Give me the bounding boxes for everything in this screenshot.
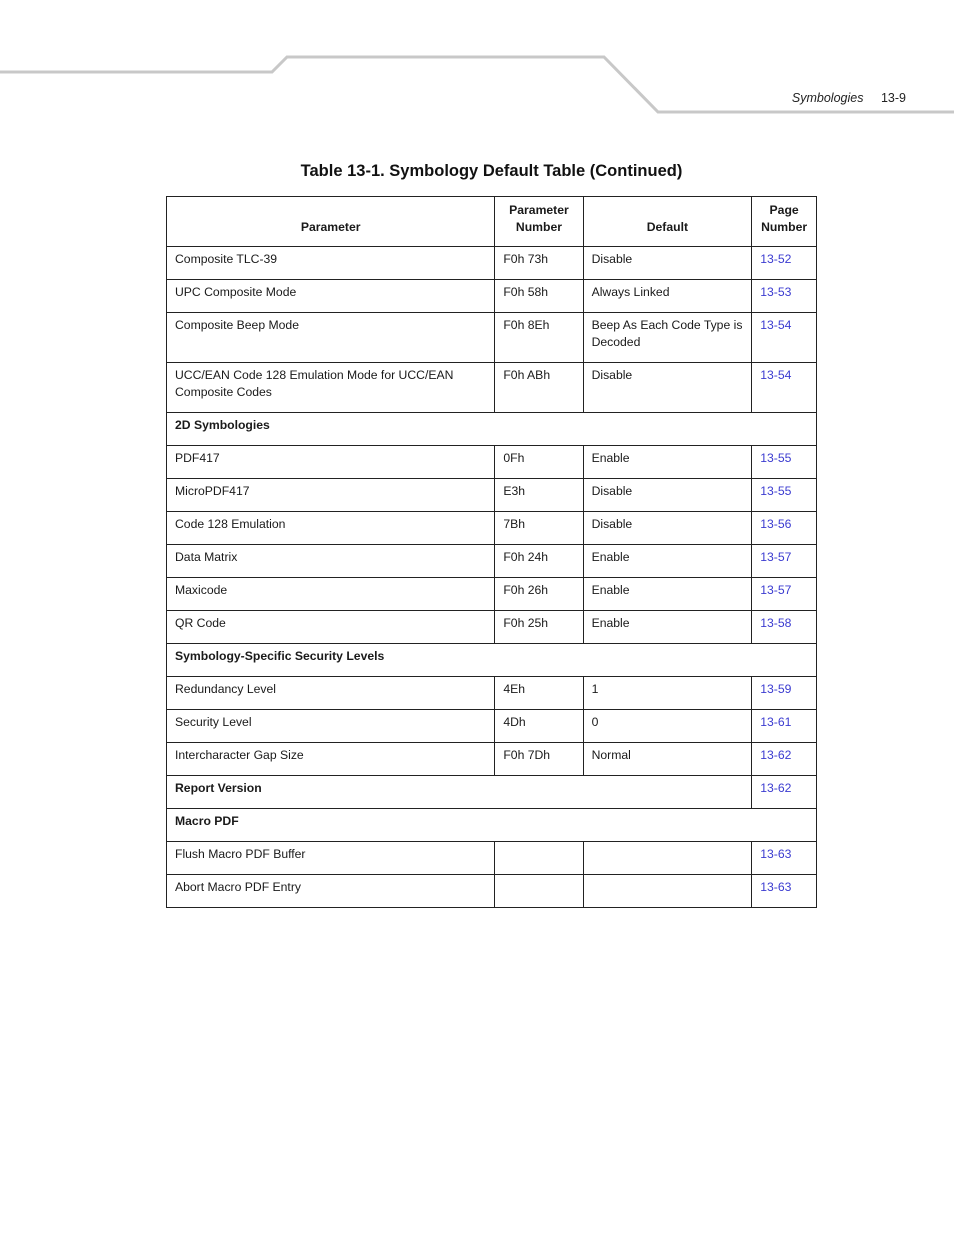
cell-page <box>752 446 817 479</box>
cell-page <box>752 578 817 611</box>
cell-parameter-number: F0h 25h <box>495 611 583 644</box>
header-parameter: Parameter <box>167 197 495 247</box>
table-row <box>167 743 817 776</box>
table-title: Table 13-1. Symbology Default Table (Continued) <box>300 162 683 180</box>
table-row <box>167 313 817 363</box>
cell-default: Disable <box>583 247 752 280</box>
cell-default: Enable <box>583 545 752 578</box>
cell-parameter: Data Matrix <box>167 545 495 578</box>
page-link[interactable]: 13-63 <box>760 847 792 861</box>
cell-page <box>752 611 817 644</box>
page-link[interactable]: 13-62 <box>760 781 792 795</box>
cell-parameter: Code 128 Emulation <box>167 512 495 545</box>
cell-page <box>752 545 817 578</box>
section-heading-macro-pdf: Macro PDF <box>167 809 817 842</box>
cell-page <box>752 280 817 313</box>
table-row <box>167 479 817 512</box>
cell-default: Enable <box>583 578 752 611</box>
cell-parameter: Security Level <box>167 710 495 743</box>
cell-parameter-number: 7Bh <box>495 512 583 545</box>
section-row <box>167 413 817 446</box>
table-row <box>167 842 817 875</box>
page-link[interactable]: 13-58 <box>760 616 792 630</box>
cell-parameter: Abort Macro PDF Entry <box>167 875 495 908</box>
cell-page <box>752 363 817 413</box>
table-row <box>167 875 817 908</box>
cell-page <box>752 479 817 512</box>
cell-parameter-number: 4Eh <box>495 677 583 710</box>
header-default: Default <box>583 197 752 247</box>
page-link[interactable]: 13-54 <box>760 318 792 332</box>
page-link[interactable]: 13-63 <box>760 880 792 894</box>
page-link[interactable]: 13-59 <box>760 682 792 696</box>
section-row <box>167 776 817 809</box>
page-link[interactable]: 13-57 <box>760 583 792 597</box>
cell-page <box>752 710 817 743</box>
header-page-number: Page Number <box>752 197 817 247</box>
cell-parameter-number: 4Dh <box>495 710 583 743</box>
cell-parameter-number: 0Fh <box>495 446 583 479</box>
page-link[interactable]: 13-54 <box>760 368 792 382</box>
header-decorative-rule <box>0 0 954 130</box>
section-row <box>167 644 817 677</box>
cell-default: Normal <box>583 743 752 776</box>
table-row <box>167 578 817 611</box>
cell-page <box>752 842 817 875</box>
page-link[interactable]: 13-52 <box>760 252 792 266</box>
cell-parameter: QR Code <box>167 611 495 644</box>
running-head <box>792 91 906 105</box>
cell-parameter-number: F0h 73h <box>495 247 583 280</box>
cell-default: Always Linked <box>583 280 752 313</box>
cell-parameter: PDF417 <box>167 446 495 479</box>
table-row <box>167 280 817 313</box>
cell-parameter-number: F0h 8Eh <box>495 313 583 363</box>
cell-page <box>752 247 817 280</box>
page-link[interactable]: 13-62 <box>760 748 792 762</box>
cell-default: 0 <box>583 710 752 743</box>
table-row <box>167 247 817 280</box>
page-link[interactable]: 13-56 <box>760 517 792 531</box>
cell-page <box>752 512 817 545</box>
section-heading-report-version: Report Version <box>167 776 752 809</box>
cell-parameter-number <box>495 875 583 908</box>
cell-parameter: Redundancy Level <box>167 677 495 710</box>
cell-parameter-number: F0h 7Dh <box>495 743 583 776</box>
table-row <box>167 446 817 479</box>
section-heading-security-levels: Symbology-Specific Security Levels <box>167 644 817 677</box>
cell-default: Disable <box>583 363 752 413</box>
cell-parameter: Flush Macro PDF Buffer <box>167 842 495 875</box>
page-link[interactable]: 13-55 <box>760 451 792 465</box>
page-link[interactable]: 13-53 <box>760 285 792 299</box>
running-head-page-number: 13-9 <box>880 91 906 105</box>
section-row <box>167 809 817 842</box>
header-parameter-number: Parameter Number <box>495 197 583 247</box>
cell-default: Enable <box>583 446 752 479</box>
cell-page <box>752 743 817 776</box>
cell-default <box>583 875 752 908</box>
cell-parameter: UCC/EAN Code 128 Emulation Mode for UCC/EAN Composite Codes <box>167 363 495 413</box>
page-link[interactable]: 13-61 <box>760 715 792 729</box>
cell-parameter-number <box>495 842 583 875</box>
cell-parameter-number: F0h ABh <box>495 363 583 413</box>
section-heading-2d-symbologies: 2D Symbologies <box>167 413 817 446</box>
cell-parameter-number: F0h 26h <box>495 578 583 611</box>
table-row <box>167 611 817 644</box>
cell-default: 1 <box>583 677 752 710</box>
table-header-row <box>167 197 817 247</box>
cell-parameter-number: F0h 24h <box>495 545 583 578</box>
cell-parameter: MicroPDF417 <box>167 479 495 512</box>
cell-page <box>752 313 817 363</box>
cell-default: Enable <box>583 611 752 644</box>
cell-default: Beep As Each Code Type is Decoded <box>583 313 752 363</box>
page-link[interactable]: 13-57 <box>760 550 792 564</box>
cell-parameter: Intercharacter Gap Size <box>167 743 495 776</box>
cell-page <box>752 776 817 809</box>
cell-parameter: Composite Beep Mode <box>167 313 495 363</box>
table-row <box>167 545 817 578</box>
table-row <box>167 363 817 413</box>
table-row <box>167 710 817 743</box>
cell-parameter: Maxicode <box>167 578 495 611</box>
cell-parameter: Composite TLC-39 <box>167 247 495 280</box>
cell-parameter-number: E3h <box>495 479 583 512</box>
symbology-default-table <box>166 196 817 908</box>
running-head-section: Symbologies <box>791 91 864 105</box>
table-row <box>167 512 817 545</box>
page-link[interactable]: 13-55 <box>760 484 792 498</box>
cell-default <box>583 842 752 875</box>
cell-page <box>752 875 817 908</box>
cell-parameter-number: F0h 58h <box>495 280 583 313</box>
cell-page <box>752 677 817 710</box>
table-row <box>167 677 817 710</box>
cell-default: Disable <box>583 512 752 545</box>
cell-parameter: UPC Composite Mode <box>167 280 495 313</box>
cell-default: Disable <box>583 479 752 512</box>
